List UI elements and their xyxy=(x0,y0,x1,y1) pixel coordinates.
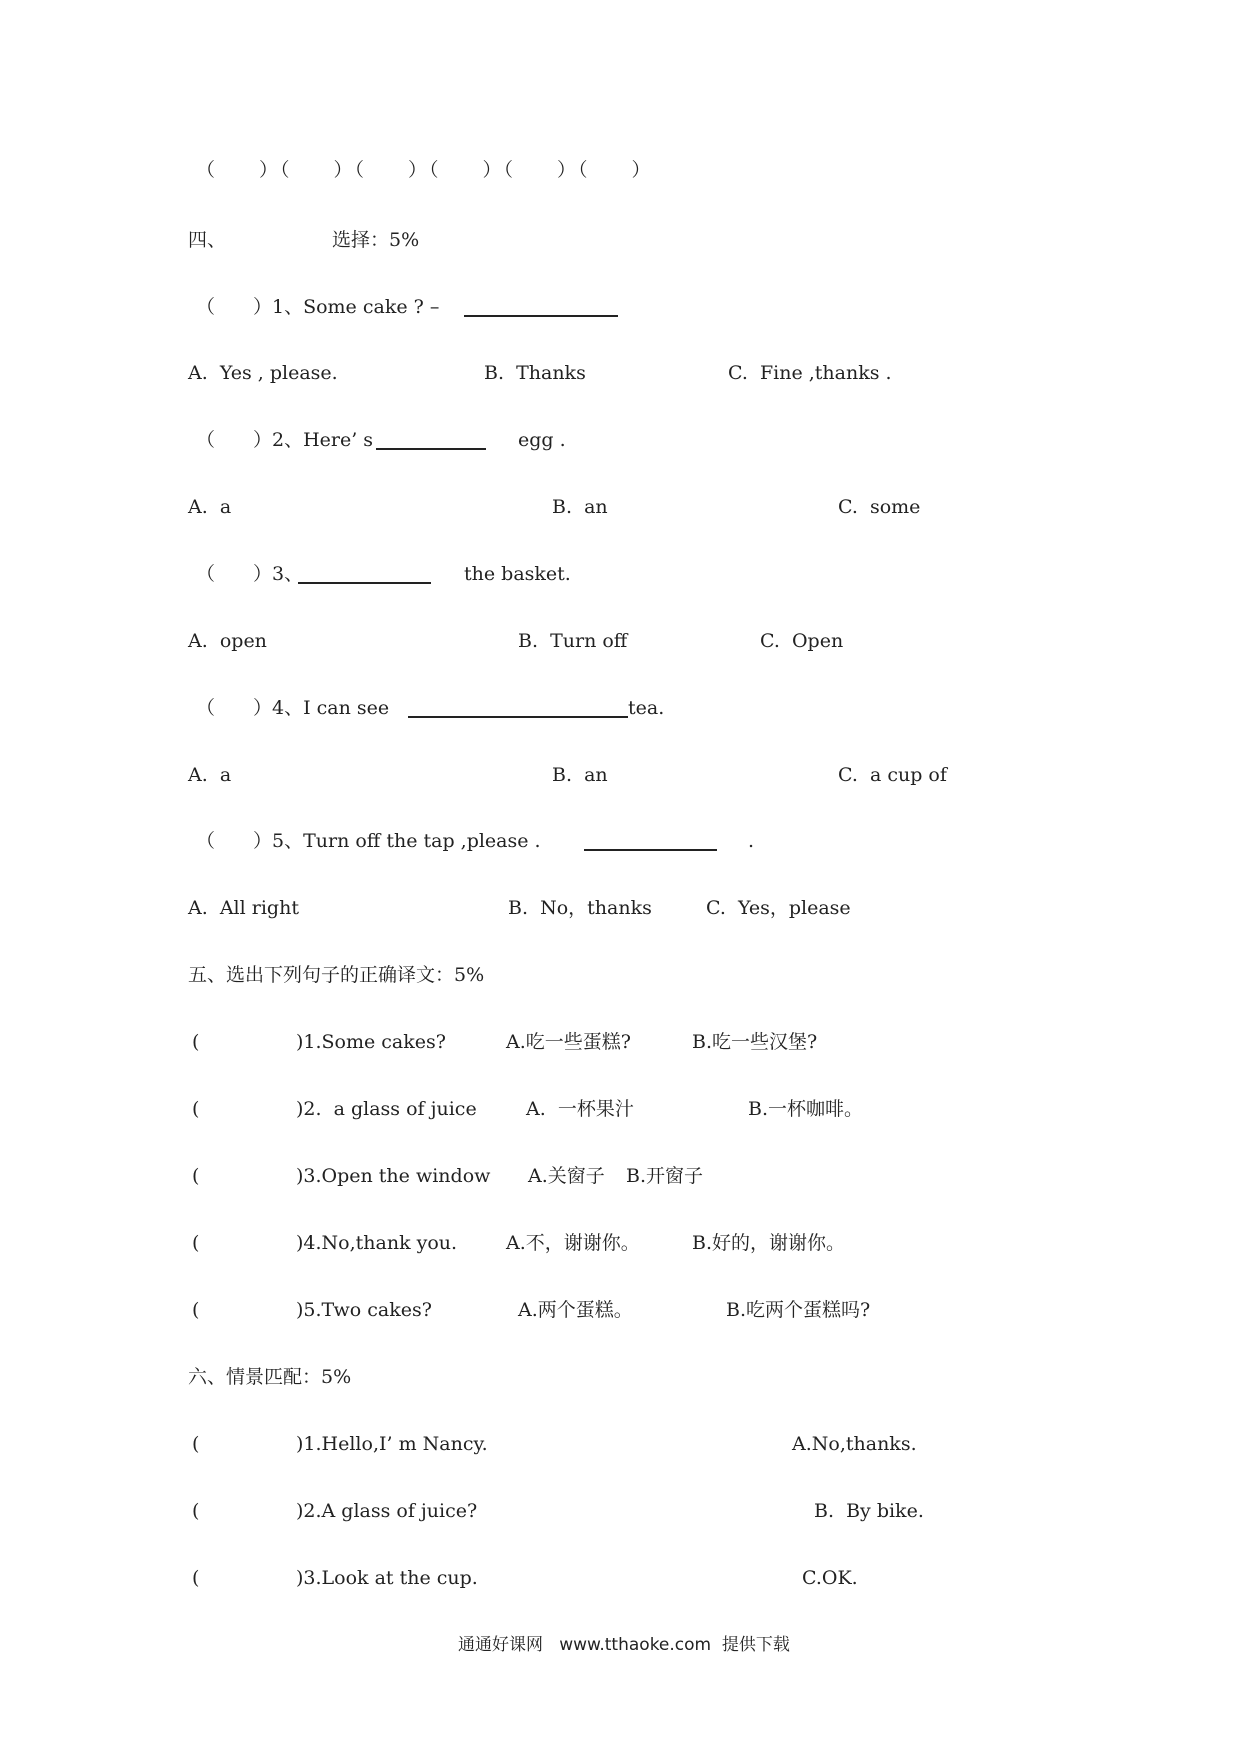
question-2-stem: （ ）2、Here’ s xyxy=(196,429,374,451)
match-2-answer: B. By bike. xyxy=(814,1500,924,1522)
question-5-option-b: B. No，thanks xyxy=(508,897,652,919)
match-3-text: )3.Look at the cup. xyxy=(296,1567,478,1589)
translation-2-option-a: A. 一杯果汁 xyxy=(526,1098,634,1120)
question-2-stem-end: egg . xyxy=(518,429,566,451)
question-1-stem: （ ）1、Some cake ? – xyxy=(196,296,440,318)
translation-1-text: )1.Some cakes? xyxy=(296,1031,446,1053)
translation-3-text: )3.Open the window xyxy=(296,1165,491,1187)
question-1-option-a: A. Yes , please. xyxy=(188,362,338,384)
section-4-number: 四、 xyxy=(188,229,227,251)
translation-3-option-a: A.关窗子 xyxy=(528,1165,605,1187)
question-5-option-c: C. Yes，please xyxy=(706,897,851,919)
translation-2-option-b: B.一杯咖啡。 xyxy=(748,1098,864,1120)
translation-2-paren: ( xyxy=(192,1098,200,1120)
match-2-paren: ( xyxy=(192,1500,200,1522)
question-4-stem-end: tea. xyxy=(628,697,665,719)
translation-4-paren: ( xyxy=(192,1232,200,1254)
section-4-heading: 选择：5% xyxy=(332,229,420,251)
question-1-option-c: C. Fine ,thanks . xyxy=(728,362,892,384)
question-5-stem: （ ）5、Turn off the tap ,please . xyxy=(196,830,541,852)
match-1-answer: A.No,thanks. xyxy=(792,1433,917,1455)
section-5-heading: 五、选出下列句子的正确译文：5% xyxy=(188,964,485,986)
translation-5-option-b: B.吃两个蛋糕吗? xyxy=(726,1299,871,1321)
translation-3-paren: ( xyxy=(192,1165,200,1187)
question-2-blank[interactable] xyxy=(376,448,486,450)
question-4-blank[interactable] xyxy=(408,716,628,718)
translation-1-paren: ( xyxy=(192,1031,200,1053)
translation-1-option-a: A.吃一些蛋糕? xyxy=(506,1031,631,1053)
translation-5-option-a: A.两个蛋糕。 xyxy=(518,1299,633,1321)
question-4-option-a: A. a xyxy=(188,764,232,786)
question-3-option-b: B. Turn off xyxy=(518,630,628,652)
match-1-paren: ( xyxy=(192,1433,200,1455)
question-2-option-b: B. an xyxy=(552,496,608,518)
question-1-blank[interactable] xyxy=(464,315,618,317)
translation-3-option-b: B.开窗子 xyxy=(626,1165,704,1187)
match-3-paren: ( xyxy=(192,1567,200,1589)
match-2-text: )2.A glass of juice? xyxy=(296,1500,478,1522)
page-footer: 通通好课网 www.tthaoke.com 提供下载 xyxy=(458,1635,790,1655)
section-6-heading: 六、情景匹配：5% xyxy=(188,1366,352,1388)
question-4-option-b: B. an xyxy=(552,764,608,786)
question-3-stem-end: the basket. xyxy=(464,563,571,585)
question-3-option-a: A. open xyxy=(188,630,267,652)
translation-2-text: )2. a glass of juice xyxy=(296,1098,477,1120)
question-5-option-a: A. All right xyxy=(188,897,299,919)
question-2-option-c: C. some xyxy=(838,496,921,518)
question-1-option-b: B. Thanks xyxy=(484,362,586,384)
translation-5-paren: ( xyxy=(192,1299,200,1321)
translation-4-text: )4.No,thank you. xyxy=(296,1232,458,1254)
question-5-stem-end: . xyxy=(748,830,755,852)
question-3-stem: （ ）3、 xyxy=(196,563,304,585)
match-3-answer: C.OK. xyxy=(802,1567,858,1589)
translation-1-option-b: B.吃一些汉堡? xyxy=(692,1031,818,1053)
translation-4-option-b: B.好的，谢谢你。 xyxy=(692,1232,846,1254)
answer-parentheses-row: （ ）（ ）（ ）（ ）（ ）（ ） xyxy=(196,159,653,181)
question-2-option-a: A. a xyxy=(188,496,232,518)
translation-4-option-a: A.不，谢谢你。 xyxy=(506,1232,640,1254)
question-4-stem: （ ）4、I can see xyxy=(196,697,390,719)
question-3-option-c: C. Open xyxy=(760,630,844,652)
question-3-blank[interactable] xyxy=(298,582,431,584)
match-1-text: )1.Hello,I’ m Nancy. xyxy=(296,1433,488,1455)
question-5-blank[interactable] xyxy=(584,849,717,851)
question-4-option-c: C. a cup of xyxy=(838,764,947,786)
translation-5-text: )5.Two cakes? xyxy=(296,1299,432,1321)
